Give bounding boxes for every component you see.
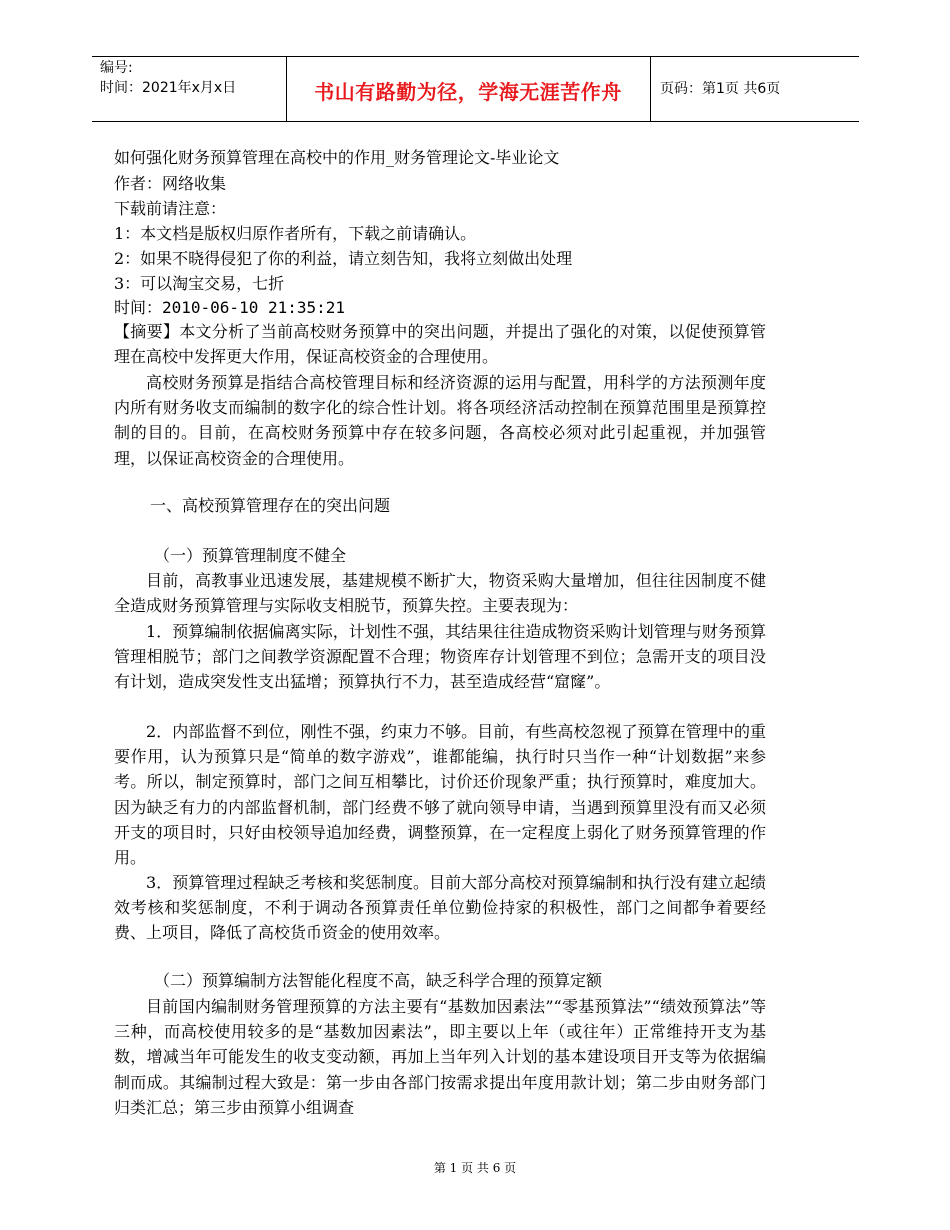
publish-time: 时间：2010-06-10 21:35:21 (114, 298, 346, 317)
article-author: 作者：网络收集 (114, 174, 227, 193)
notice-item-2: 2：如果不晓得侵犯了你的利益，请立刻告知，我将立刻做出处理 (114, 249, 573, 268)
subsection-1-paragraph-2: 1．预算编制依据偏离实际，计划性不强，其结果往往造成物资采购计划管理与财务预算管理相脱节；部门之间教学资源配置不合理；物资库存计划管理不到位；急需开支的项目没有计划，造成突发性支出猛增；预算执行不力，甚至造成经营“窟窿”。 (114, 622, 766, 692)
subsection-heading-2: （二）预算编制方法智能化程度不高，缺乏科学合理的预算定额 (154, 971, 603, 990)
notice-item-1: 1：本文档是版权归原作者所有，下载之前请确认。 (114, 224, 477, 243)
header-motto: 书山有路勤为径，学海无涯苦作舟 (314, 80, 622, 104)
doc-number-label: 编号: (100, 60, 133, 76)
header-meta (100, 58, 236, 98)
header-top-rule (92, 56, 859, 57)
notice-heading: 下载前请注意： (114, 199, 227, 218)
page-footer (0, 1159, 950, 1176)
subsection-1-paragraph-3: 2．内部监督不到位，刚性不强，约束力不够。目前，有些高校忽视了预算在管理中的重要作用，认为预算只是“简单的数字游戏”，谁都能编，执行时只当作一种“计划数据”来参考。所以，制定预算时，部门之间互相攀比，讨价还价现象严重；执行预算时，难度加大。因为缺乏有力的内部监督机制，部门经费不够了就向领导申请，当遇到预算里没有而又必须开支的项目时，只好由校领导追加经费，调整预算，在一定程度上弱化了财务预算管理的作用。 (114, 722, 766, 868)
header-divider-right (650, 56, 651, 122)
section-heading-1: 一、高校预算管理存在的突出问题 (150, 496, 391, 515)
header-bottom-rule (92, 121, 859, 122)
article-title: 如何强化财务预算管理在高校中的作用_财务管理论文-毕业论文 (114, 148, 560, 167)
subsection-2-paragraph-1: 目前国内编制财务管理预算的方法主要有“基数加因素法”“零基预算法”“绩效预算法”等三种，而高校使用较多的是“基数加因素法”，即主要以上年（或往年）正常维持开支为基数，增减当年可能发生的收支变动额，再加上当年列入计划的基本建设项目开支等为依据编制而成。其编制过程大致是：第一步由各部门按需求提出年度用款计划；第二步由财务部门归类汇总；第三步由预算小组调查 (114, 997, 766, 1117)
subsection-1-paragraph-4: 3．预算管理过程缺乏考核和奖惩制度。目前大部分高校对预算编制和执行没有建立起绩效考核和奖惩制度，不利于调动各预算责任单位勤俭持家的积极性，部门之间都争着要经费、上项目，降低了高校货币资金的使用效率。 (114, 873, 766, 943)
time-label: 时间：2021年x月x日 (100, 80, 237, 96)
subsection-1-paragraph-1: 目前，高教事业迅速发展，基建规模不断扩大，物资采购大量增加，但往往因制度不健全造成财务预算管理与实际收支相脱节，预算失控。主要表现为： (114, 571, 766, 616)
abstract-paragraph: 【摘要】本文分析了当前高校财务预算中的突出问题，并提出了强化的对策，以促使预算管理在高校中发挥更大作用，保证高校资金的合理使用。 (114, 322, 766, 367)
page-footer-text: 第 1 页 共 6 页 (433, 1161, 517, 1175)
subsection-heading-1: （一）预算管理制度不健全 (154, 546, 347, 565)
header-page-code: 页码：第1页 共6页 (660, 81, 781, 97)
intro-paragraph: 高校财务预算是指结合高校管理目标和经济资源的运用与配置，用科学的方法预测年度内所有财务收支而编制的数字化的综合性计划。将各项经济活动控制在预算范围里是预算控制的目的。目前，在高校财务预算中存在较多问题，各高校必须对此引起重视，并加强管理，以保证高校资金的合理使用。 (114, 373, 766, 468)
notice-item-3: 3：可以淘宝交易，七折 (114, 274, 285, 293)
